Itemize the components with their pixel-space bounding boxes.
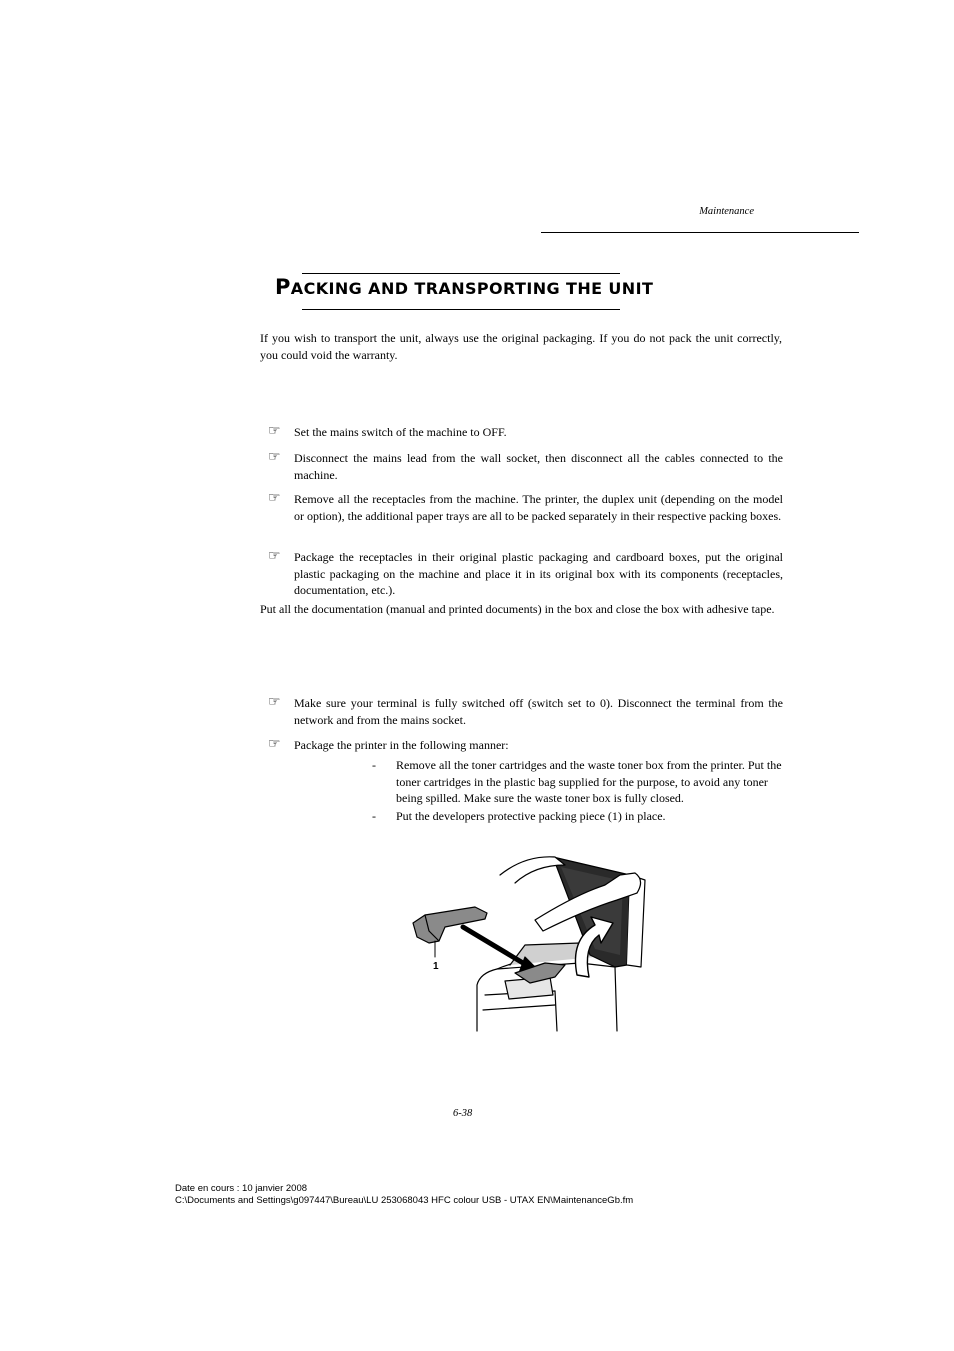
sub-list-item: [372, 757, 784, 807]
list-item: [268, 549, 783, 599]
header-rule: [541, 232, 859, 233]
dash-marker: -: [372, 809, 376, 823]
pointing-hand-icon: ☞: [268, 736, 281, 752]
pointing-hand-icon: ☞: [268, 694, 281, 710]
sub-list-item-text: Put the developers protective packing piece (1) in place.: [396, 809, 666, 823]
list-item-text: Package the printer in the following manner:: [294, 738, 509, 752]
list-item: [268, 491, 783, 524]
list-item: [268, 450, 783, 483]
pointing-hand-icon: ☞: [268, 548, 281, 564]
running-header: Maintenance: [699, 206, 754, 217]
title-rest: ACKING AND TRANSPORTING THE UNIT: [290, 279, 654, 298]
pointing-hand-icon: ☞: [268, 490, 281, 506]
title-rule-top: [302, 273, 620, 274]
printer-packing-illustration: [405, 845, 650, 1035]
list-item-text: Package the receptacles in their original plastic packaging and cardboard boxes, put the original plastic packaging on the machine and place it in its original box with its components (receptacles, documentation, etc.).: [294, 550, 783, 597]
page-title: [275, 275, 653, 299]
title-initial: P: [275, 275, 291, 299]
closing-paragraph: Put all the documentation (manual and printed documents) in the box and close the box with adhesive tape.: [260, 602, 775, 616]
pointing-hand-icon: ☞: [268, 449, 281, 465]
dash-marker: -: [372, 758, 376, 772]
intro-paragraph: If you wish to transport the unit, always use the original packaging. If you do not pack the unit correctly, you could void the warranty.: [260, 331, 782, 362]
footer-date: Date en cours : 10 janvier 2008: [175, 1183, 308, 1194]
list-item-text: Remove all the receptacles from the machine. The printer, the duplex unit (depending on the model or option), the additional paper trays are all to be packed separately in their respective packing boxes.: [294, 492, 783, 523]
footer-path: C:\Documents and Settings\g097447\Bureau\LU 253068043 HFC colour USB - UTAX EN\MaintenanceGb.fm: [175, 1195, 634, 1206]
sub-list-item-text: Remove all the toner cartridges and the waste toner box from the printer. Put the toner cartridges in the plastic bag supplied for the purpose, to avoid any toner being spilled. Make sure the waste toner box is fully closed.: [396, 758, 782, 805]
sub-list-item: [372, 808, 784, 825]
list-item-text: Disconnect the mains lead from the wall socket, then disconnect all the cables connected to the machine.: [294, 451, 783, 482]
list-item-text: Set the mains switch of the machine to OFF.: [294, 425, 507, 439]
pointing-hand-icon: ☞: [268, 423, 281, 439]
figure-callout: 1: [433, 961, 439, 972]
page-number: 6-38: [453, 1108, 473, 1119]
title-rule-bottom: [302, 309, 620, 310]
list-item: [268, 737, 783, 754]
list-item: [268, 695, 783, 728]
list-item-text: Make sure your terminal is fully switched off (switch set to 0). Disconnect the terminal from the network and from the mains socket.: [294, 696, 783, 727]
list-item: [268, 424, 783, 441]
